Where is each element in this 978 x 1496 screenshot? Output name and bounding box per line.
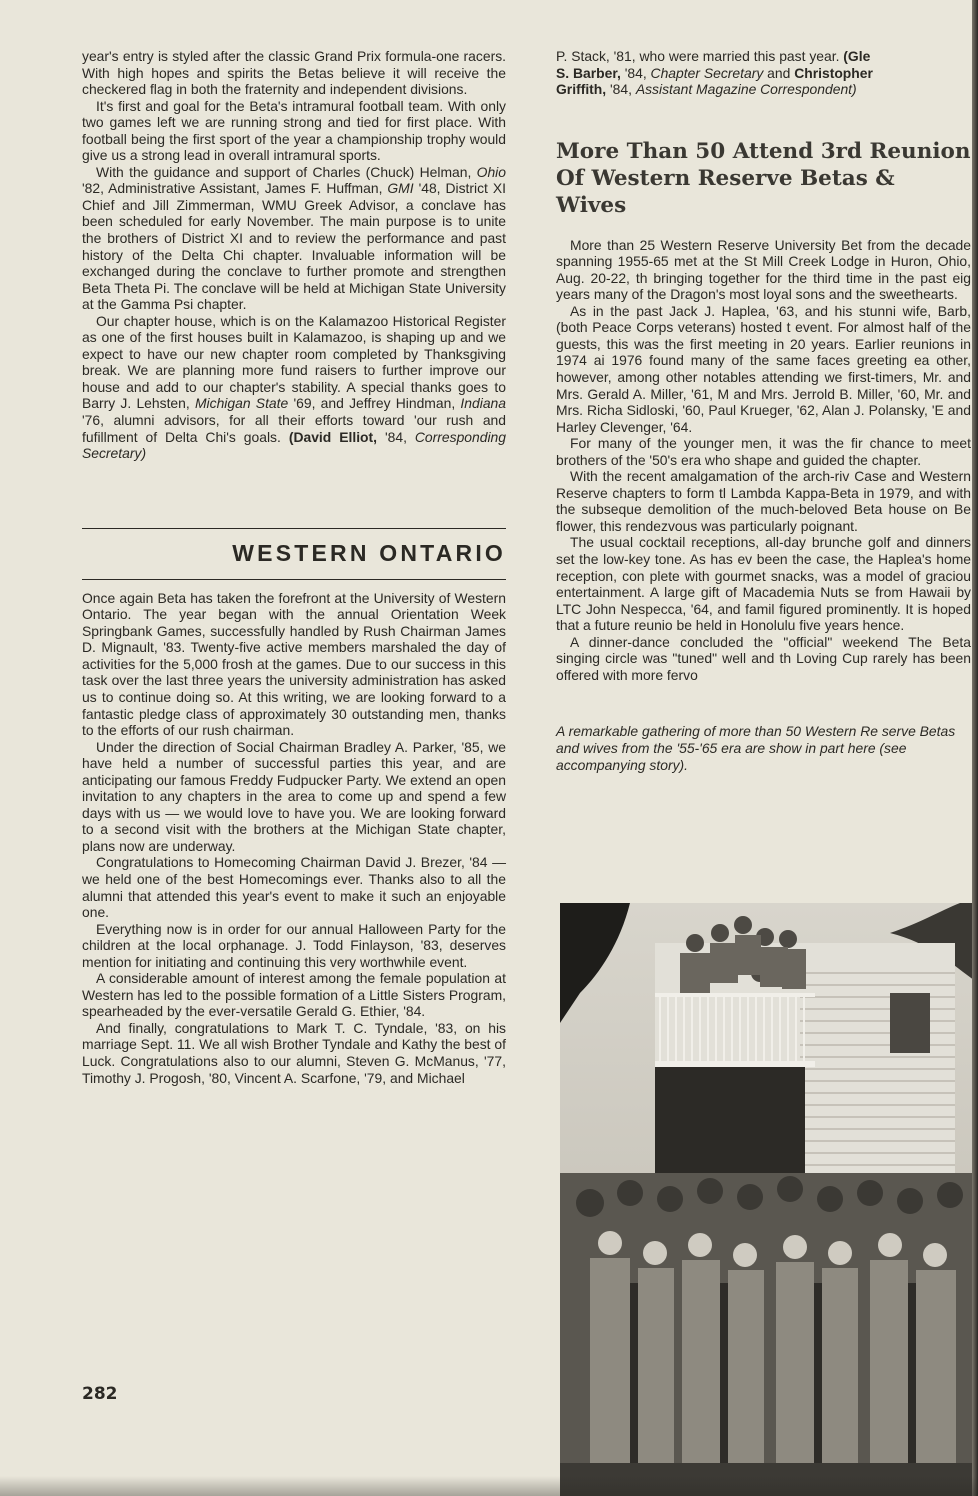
author-role: Chapter Secretary (650, 64, 764, 81)
text-run: '84, (620, 64, 651, 81)
article-paragraph: It's first and goal for the Beta's intramural football team. With only two games left we are running strong and tied for first place. With football being the first sport of the year a championship trophy would give us a strong lead in overall intramural sports. (82, 97, 506, 164)
page-number: 282 (82, 1384, 118, 1404)
article-paragraph: A considerable amount of interest among the female population at Western has led to the possible formation of a Little Sisters Program, spearheaded by the ever-versatile Gerald G. Ethier, '84. (82, 970, 506, 1020)
author-role: Assistant Magazine Correspondent) (635, 81, 857, 98)
author-role: Corresponding Secretary) (82, 428, 507, 462)
reunion-photo (560, 903, 978, 1496)
author-signature: Griffith, (556, 81, 607, 98)
article-paragraph (82, 313, 506, 462)
text-run: and (763, 64, 795, 81)
section-divider (82, 528, 506, 529)
article-paragraph: year's entry is styled after the classic Grand Prix formula-one racers. With high hopes and spirits the Betas believe it will receive the checkered flag in both the fraternity and independent divisions. (82, 48, 506, 98)
author-signature: Christopher (794, 64, 873, 81)
text-run: P. Stack, '81, who were married this past year. (556, 48, 844, 64)
headline-line: More Than 50 Attend 3rd Reunion (556, 138, 971, 164)
text-run: '69, and Jeffrey Hindman, (288, 395, 461, 412)
text-run: '84, (606, 81, 636, 98)
author-signature: S. Barber, (556, 64, 621, 81)
article-paragraph: Congratulations to Homecoming Chairman David J. Brezer, '84 — we held one of the best Homecomings ever. Thanks also to all the alumni that attended this year's event to make it such an enjoyable one. (82, 854, 506, 921)
text-run: '48, District XI Chief and Jill Zimmerman, WMU Greek Advisor, a conclave has been scheduled for early November. The main purpose is to unite the brothers of District XI and to review the performance and past history of the Delta Chi chapter. Invaluable information will be exchanged during the conclave to further promote and strengthen Beta Theta Pi. The conclave will be held at Michigan State University at the Gamma Psi chapter. (82, 180, 506, 313)
chapter-heading: WESTERN ONTARIO (232, 539, 506, 566)
article-paragraph: And finally, congratulations to Mark T. C. Tyndale, '83, on his marriage Sept. 11. We all wish Brother Tyndale and Kathy the best of Luck. Congratulations also to our alumni, Steven G. McManus, '77, Timothy J. Progosh, '80, Vincent A. Scarfone, '79, and Michael (82, 1019, 506, 1086)
article-paragraph: Under the direction of Social Chairman Bradley A. Parker, '85, we have held a number of successful parties this year, and are anticipating our famous Freddy Fudpucker Party. We extend an open invitation to any chapters in the area to come up and spend a few days with us — we would love to have you. We are looking forward to a second visit with the brothers at the Michigan State chapter, plans now are underway. (82, 738, 506, 854)
article-paragraph: For many of the younger men, it was the fir chance to meet brothers of the '50's era who shape and guided the chapter. (556, 435, 971, 468)
article-paragraph: The usual cocktail receptions, all-day brunche golf and dinners set the low-key tone. As has ev been the case, the Haplea's home reception, con plete with gourmet snacks, was a model of graciou entertainment. A large gift of Macademia Nuts se from Hawaii by LTC John Nespecca, '64, and famil figured prominently. It is hoped that a future reunio be held in Honolulu five years hence. (556, 534, 971, 634)
article-paragraph: More than 25 Western Reserve University Bet from the decade spanning 1955-65 met at the St Mill Creek Lodge in Huron, Ohio, Aug. 20-22, th bringing together for the third time in the past eig years many of the Dragon's most loyal sons and the sweethearts. (556, 236, 971, 303)
article-paragraph: With the recent amalgamation of the arch-riv Case and Western Reserve chapters to form tl Lambda Kappa-Beta in 1979, and with the subseque demolition of the much-beloved Beta house on Be flower, this rendezvous was particularly poignant. (556, 468, 971, 534)
text-run: '84, (377, 428, 415, 445)
text-run: '76, alumni advisors, for all their efforts toward 'our rush and fufillment of Delta Chi's goals. (82, 412, 506, 445)
school-name: Indiana (460, 395, 506, 412)
photo-caption: A remarkable gathering of more than 50 Western Re serve Betas and wives from the '55-'65 era are show in part here (see accompanying story). (556, 723, 956, 773)
text-run: '82, Administrative Assistant, James F. Huffman, (82, 180, 388, 197)
scan-shadow (0, 1476, 978, 1496)
article-paragraph (556, 48, 971, 98)
section-divider (82, 579, 506, 580)
article-paragraph: A dinner-dance concluded the "official" weekend The Beta singing circle was "tuned" well and th Loving Cup rarely has been offered with more fervo (556, 633, 971, 683)
author-signature: (David Elliot, (288, 428, 378, 445)
left-column (82, 48, 506, 1086)
article-paragraph: As in the past Jack J. Haplea, '63, and his stunni wife, Barb, (both Peace Corps veterans) hosted t event. For almost half of the guests, this was the first meeting in 20 years. Earlier reunions in 1974 ai 1976 found many of the same faces greeting ea other, however, among other notables attending we first-timers, Mr. and Mrs. Gerald A. Miller, '61, M and Mrs. Jerrold B. Miller, '60, Mr. and Mrs. Richa Sidloski, '60, Paul Krueger, '62, Alan J. Polansky, 'E and Harley Clevenger, '64. (556, 302, 971, 435)
article-paragraph (82, 164, 506, 313)
article-paragraph: Once again Beta has taken the forefront at the University of Western Ontario. The year began with the annual Orientation Week Springbank Games, successfully handled by Rush Chairman James D. Mignault, '83. Twenty-five active members marshaled the day of activities for the 5,000 frosh at the games. Due to our success in this task over the last three years the university administration has asked us to continue doing so. At this writing, we are looking forward to a fantastic pledge class of approximately 30 outstanding men, thanks to the efforts of our rush chairman. (82, 589, 506, 739)
text-run: With the guidance and support of Charles (Chuck) Helman, (96, 163, 477, 180)
article-headline (556, 138, 971, 219)
school-name: Michigan State (194, 395, 289, 412)
right-column (556, 48, 971, 774)
author-signature: (Gle (843, 48, 871, 64)
text-run: Our chapter house, which is on the Kalamazoo Historical Register as one of the first houses built in Kalamazoo, is shaping up and we expect to have our new chapter room completed by Thanksgiving break. We are planning more fund raisers to further improve our house and add to our chapter's stability. A special thanks goes to Barry J. Lehsten, (82, 312, 506, 412)
school-name: GMI (387, 180, 414, 197)
headline-line: Of Western Reserve Betas & Wives (556, 165, 895, 218)
page-edge (972, 0, 978, 1496)
article-paragraph: Everything now is in order for our annual Halloween Party for the children at the local orphanage. J. Todd Finlayson, '83, deserves mention for initiating and continuing this very worthwhile event. (82, 920, 506, 970)
school-name: Ohio (476, 163, 506, 180)
group-photo-icon (560, 903, 978, 1496)
